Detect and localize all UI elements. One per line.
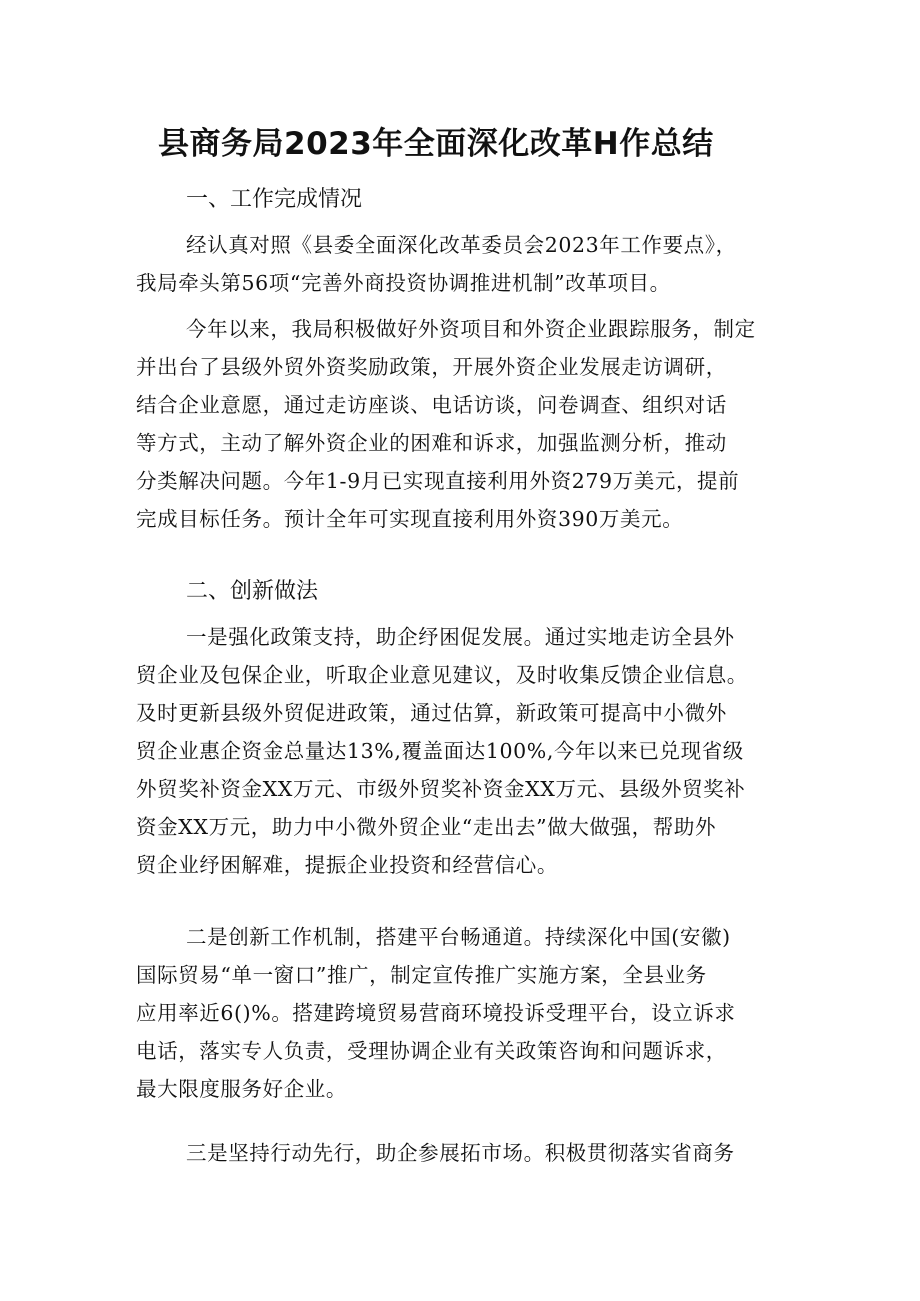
text-line: 完成目标任务。预计全年可实现直接利用外资390万美元。 <box>136 507 684 531</box>
text-line: 今年以来，我局积极做好外资项目和外资企业跟踪服务，制定 <box>186 317 756 341</box>
text-line: 贸企业惠企资金总量达13%,覆盖面达100%,今年以来已兑现省级 <box>136 739 744 763</box>
document-title: 县商务局2023年全面深化改革H作总结 <box>158 126 714 162</box>
text-line: 一是强化政策支持，助企纾困促发展。通过实地走访全县外 <box>186 625 735 649</box>
text-line: 及时更新县级外贸促进政策，通过估算，新政策可提高中小微外 <box>136 701 727 725</box>
section-heading-1: 一、工作完成情况 <box>186 187 363 212</box>
paragraph-2 <box>136 310 796 538</box>
text-line: 贸企业纾困解难，提振企业投资和经营信心。 <box>136 853 558 877</box>
text-line: 资金XX万元，助力中小微外贸企业“走出去”做大做强，帮助外 <box>136 815 717 839</box>
text-line: 最大限度服务好企业。 <box>136 1077 347 1101</box>
text-line: 二是创新工作机制，搭建平台畅通道。持续深化中国(安徽) <box>186 925 731 949</box>
text-line: 经认真对照《县委全面深化改革委员会2023年工作要点》， <box>186 233 737 257</box>
text-line: 外贸奖补资金XX万元、市级外贸奖补资金XX万元、县级外贸奖补 <box>136 777 746 801</box>
text-line: 国际贸易“单一窗口”推广，制定宣传推广实施方案，全县业务 <box>136 963 707 987</box>
text-line: 电话，落实专人负责，受理协调企业有关政策咨询和问题诉求， <box>136 1039 727 1063</box>
text-line: 我局牵头第56项“完善外商投资协调推进机制”改革项目。 <box>136 271 671 295</box>
section-heading-2: 二、创新做法 <box>186 579 319 604</box>
paragraph-3 <box>136 618 796 884</box>
text-line: 等方式，主动了解外资企业的困难和诉求，加强监测分析，推动 <box>136 431 727 455</box>
text-line: 贸企业及包保企业，听取企业意见建议，及时收集反馈企业信息。 <box>136 663 748 687</box>
paragraph-5 <box>136 1134 796 1172</box>
paragraph-4 <box>136 918 796 1108</box>
text-line: 应用率近6()%。搭建跨境贸易营商环境投诉受理平台，设立诉求 <box>136 1001 736 1025</box>
text-line: 三是坚持行动先行，助企参展拓市场。积极贯彻落实省商务 <box>186 1141 735 1165</box>
text-line: 结合企业意愿，通过走访座谈、电话访谈，问卷调查、组织对话 <box>136 393 727 417</box>
text-line: 并出台了县级外贸外资奖励政策，开展外资企业发展走访调研， <box>136 355 727 379</box>
text-line: 分类解决问题。今年1-9月已实现直接利用外资279万美元，提前 <box>136 469 740 493</box>
paragraph-1 <box>136 226 796 302</box>
